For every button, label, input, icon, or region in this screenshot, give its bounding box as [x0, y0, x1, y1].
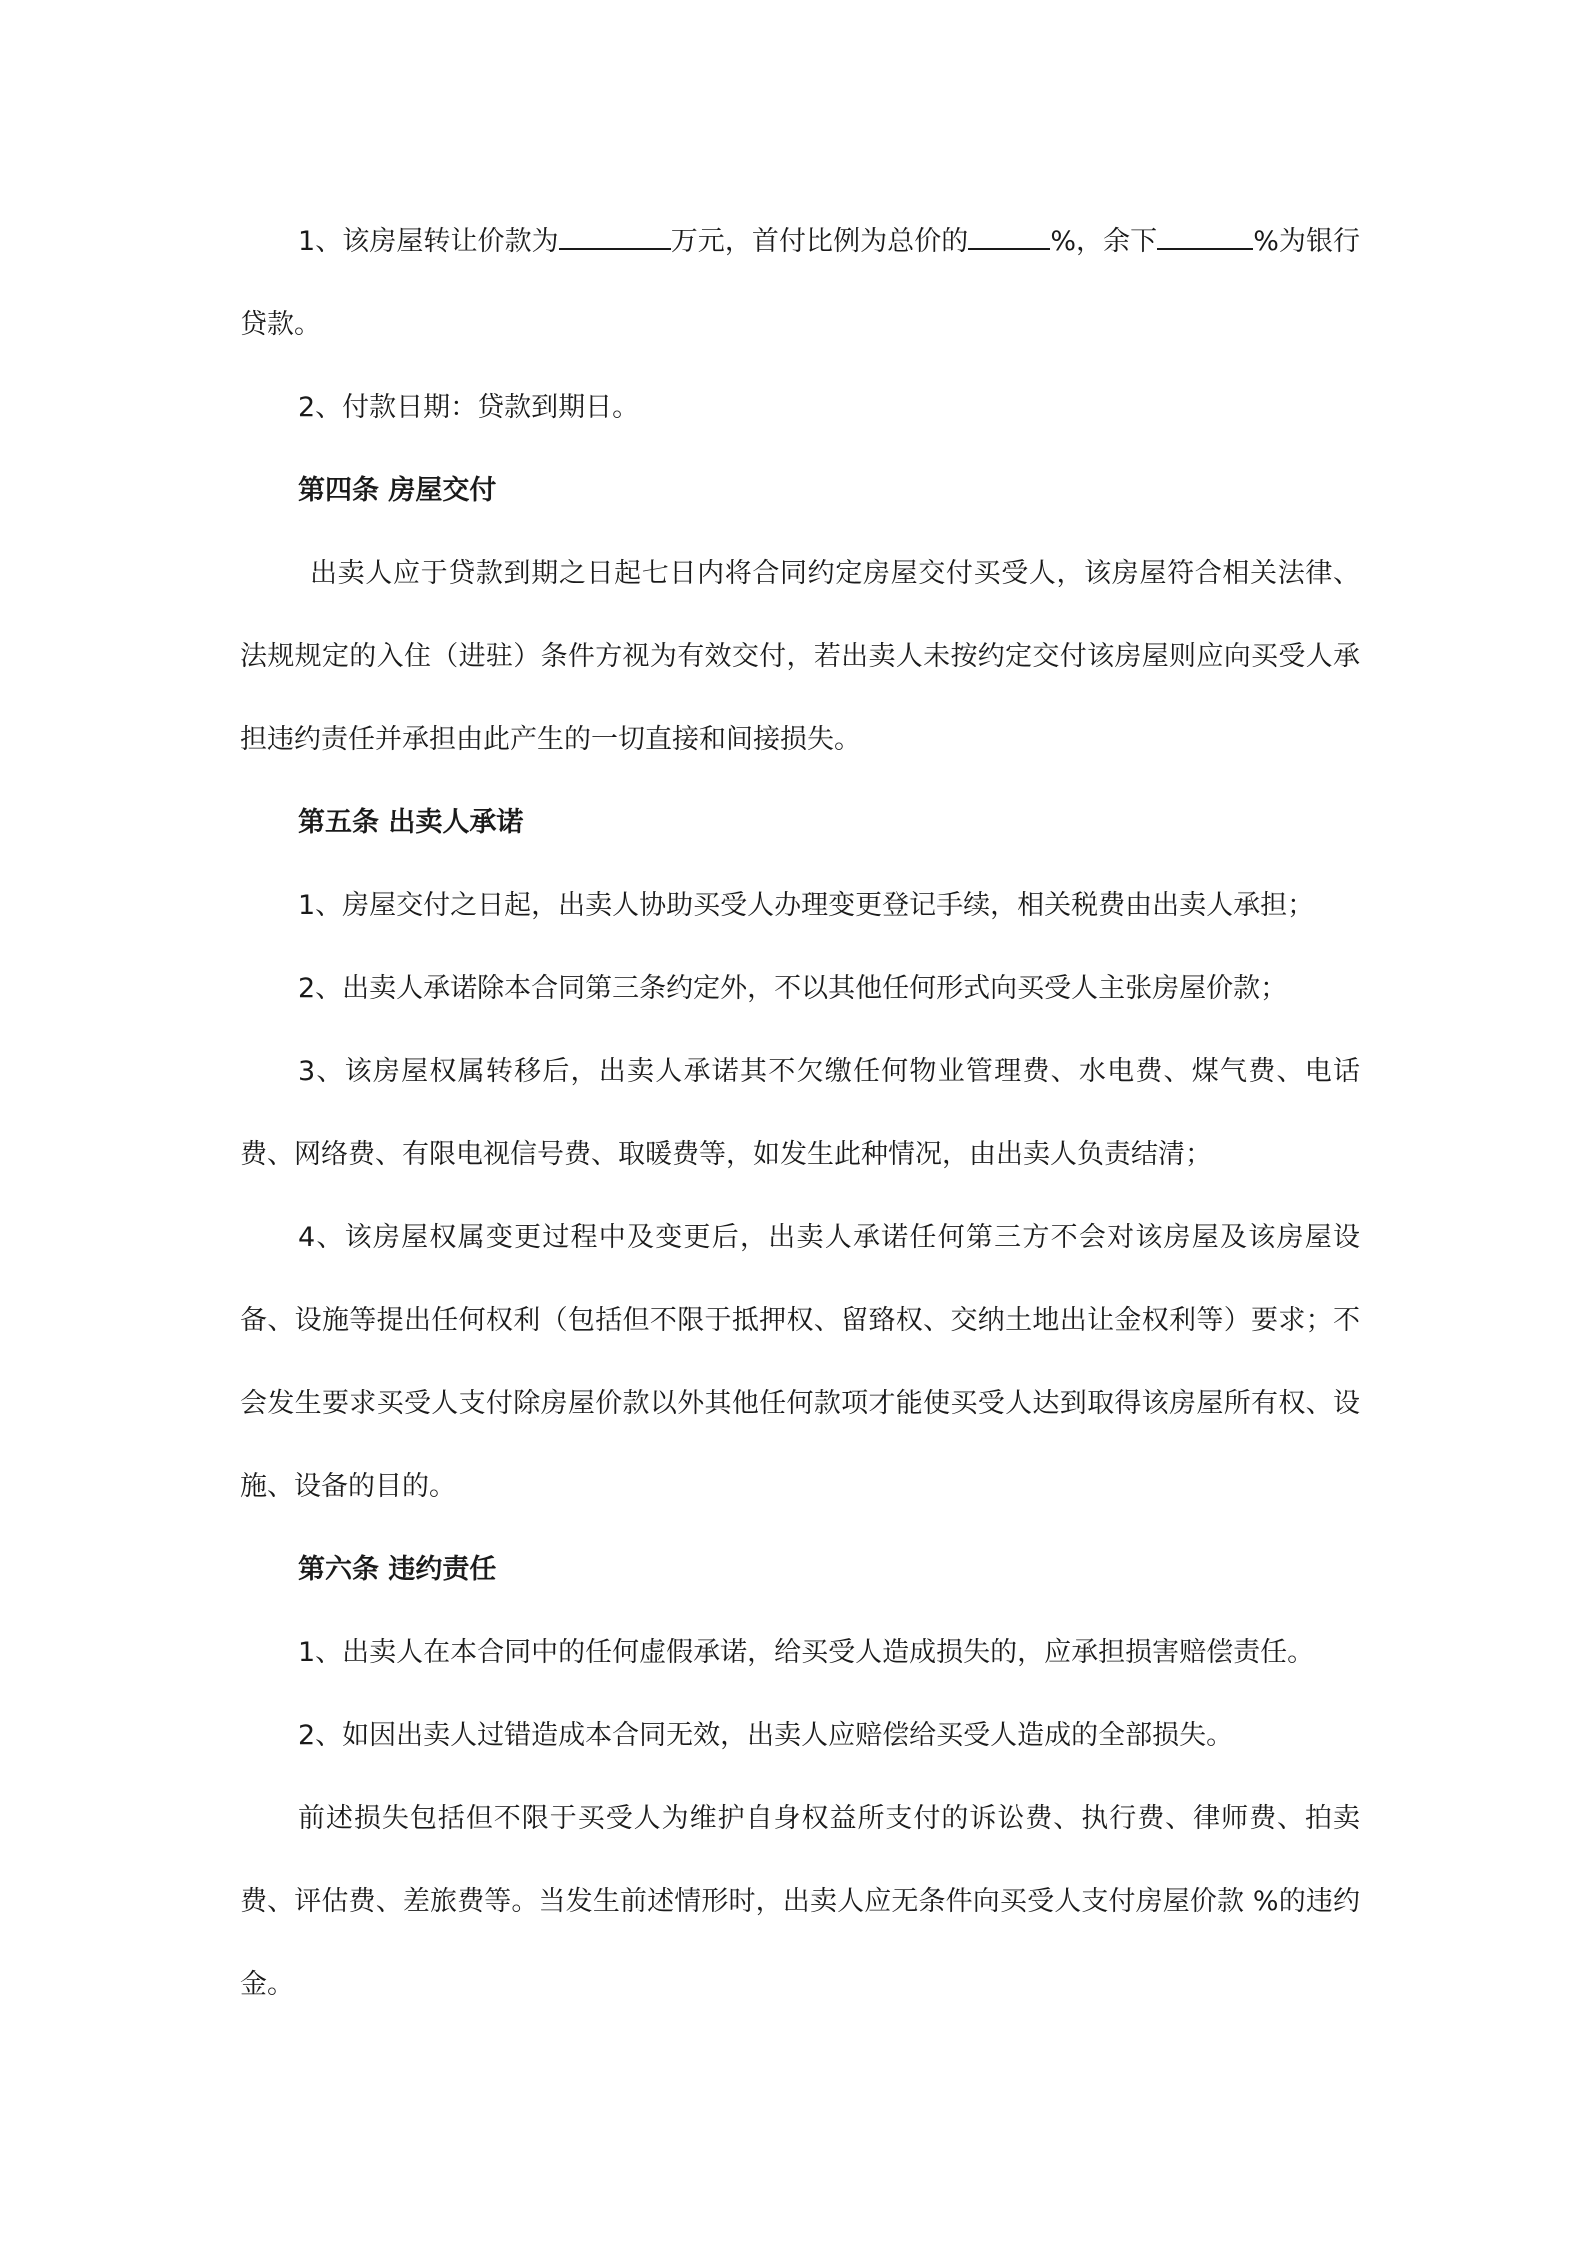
clause5-heading: 第五条 出卖人承诺 — [298, 807, 524, 838]
contract-page — [240, 200, 1360, 2026]
clause3-item1-text-d: %为银行贷款。 — [240, 226, 1361, 340]
clause6-item2: 2、如因出卖人过错造成本合同无效，出卖人应赔偿给买受人造成的全部损失。 — [298, 1720, 1234, 1751]
clause6-item1: 1、出卖人在本合同中的任何虚假承诺，给买受人造成损失的，应承担损害赔偿责任。 — [298, 1637, 1315, 1668]
loan-ratio-blank — [1157, 224, 1253, 250]
downpayment-blank — [968, 224, 1050, 250]
price-blank — [559, 224, 671, 250]
clause3-item1-text-b: 万元，首付比例为总价的 — [670, 226, 969, 257]
clause3-item2: 2、付款日期：贷款到期日。 — [298, 392, 640, 423]
clause6-heading: 第六条 违约责任 — [298, 1554, 497, 1585]
clause6-item3: 前述损失包括但不限于买受人为维护自身权益所支付的诉讼费、执行费、律师费、拍卖费、评估费、差旅费等。当发生前述情形时，出卖人应无条件向买受人支付房屋价款 %的违约金。 — [240, 1803, 1360, 2000]
clause3-item1 — [240, 200, 1360, 366]
clause5-item3: 3、该房屋权属转移后，出卖人承诺其不欠缴任何物业管理费、水电费、煤气费、电话费、网络费、有限电视信号费、取暖费等，如发生此种情况，由出卖人负责结清； — [240, 1056, 1360, 1170]
clause5-item1: 1、房屋交付之日起，出卖人协助买受人办理变更登记手续，相关税费由出卖人承担； — [298, 890, 1315, 921]
clause5-item4: 4、该房屋权属变更过程中及变更后，出卖人承诺任何第三方不会对该房屋及该房屋设备、设施等提出任何权利（包括但不限于抵押权、留臵权、交纳土地出让金权利等）要求；不会发生要求买受人支付除房屋价款以外其他任何款项才能使买受人达到取得该房屋所有权、设施、设备的目的。 — [240, 1222, 1360, 1502]
clause3-item1-text-c: %，余下 — [1050, 226, 1158, 257]
clause4-heading: 第四条 房屋交付 — [298, 475, 497, 506]
clause5-item2: 2、出卖人承诺除本合同第三条约定外，不以其他任何形式向买受人主张房屋价款； — [298, 973, 1288, 1004]
clause4-body: 出卖人应于贷款到期之日起七日内将合同约定房屋交付买受人，该房屋符合相关法律、法规规定的入住（进驻）条件方视为有效交付，若出卖人未按约定交付该房屋则应向买受人承担违约责任并承担由此产生的一切直接和间接损失。 — [240, 558, 1360, 755]
clause3-item1-text-a: 1、该房屋转让价款为 — [298, 226, 559, 257]
